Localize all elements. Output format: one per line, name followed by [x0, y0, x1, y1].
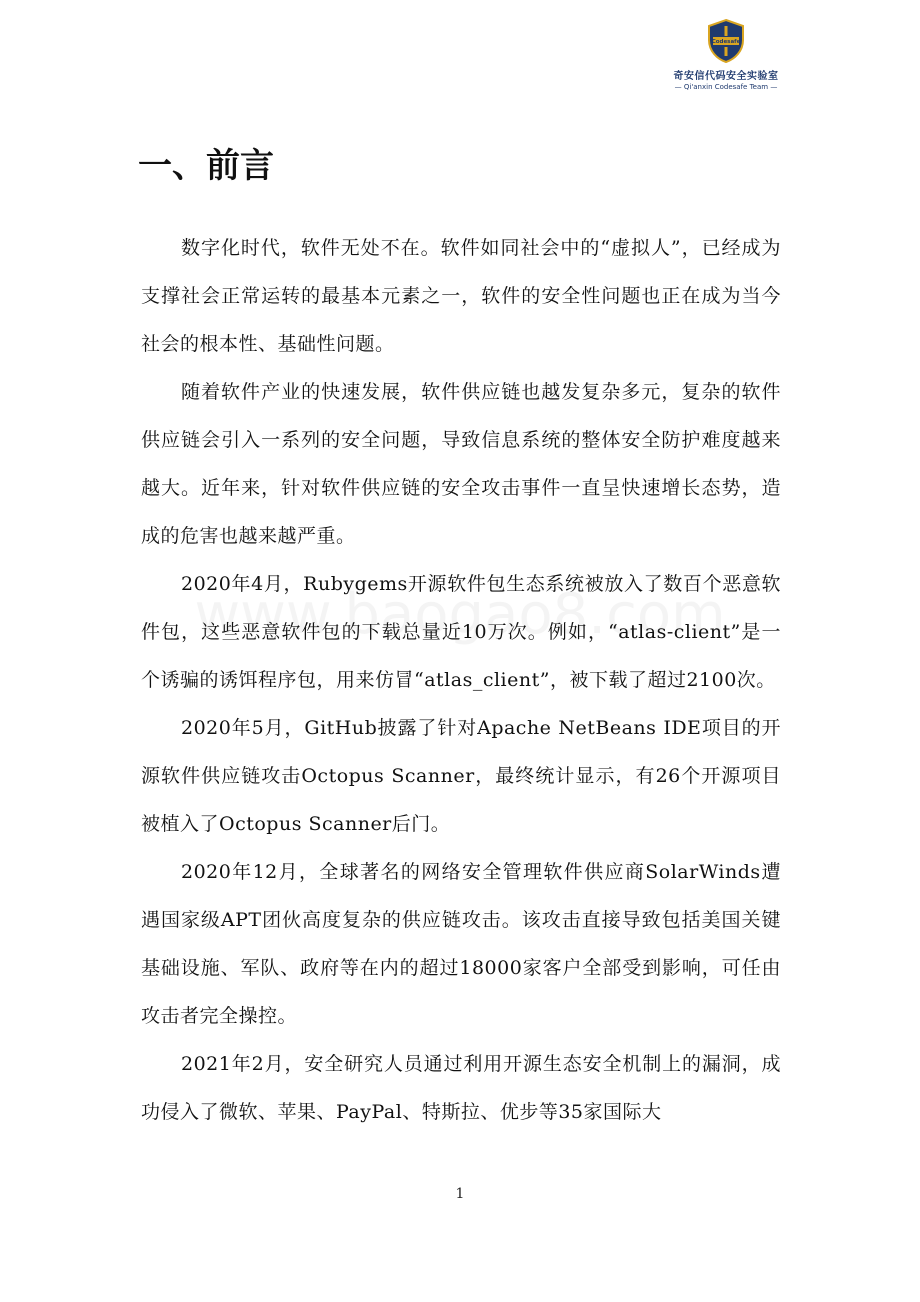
page-number: 1 [455, 1186, 465, 1202]
logo-badge-text: Codesafe [711, 39, 741, 45]
section-heading: 一、前言 [138, 146, 274, 186]
paragraph: 2020年12月，全球著名的网络安全管理软件供应商SolarWinds遭遇国家级APT团伙高度复杂的供应链攻击。该攻击直接导致包括美国关键基础设施、军队、政府等在内的超过18000家客户全部受到影响，可任由攻击者完全操控。 [141, 861, 781, 1027]
paragraph: 数字化时代，软件无处不在。软件如同社会中的“虚拟人”，已经成为支撑社会正常运转的最基本元素之一，软件的安全性问题也正在成为当今社会的根本性、基础性问题。 [141, 237, 781, 355]
shield-icon [706, 18, 746, 64]
body-text [141, 224, 781, 1136]
paragraph: 2020年5月，GitHub披露了针对Apache NetBeans IDE项目的开源软件供应链攻击Octopus Scanner，最终统计显示，有26个开源项目被植入了Octopus Scanner后门。 [141, 717, 781, 835]
paragraph: 2021年2月，安全研究人员通过利用开源生态安全机制上的漏洞，成功侵入了微软、苹果、PayPal、特斯拉、优步等35家国际大 [141, 1053, 781, 1123]
paragraph: 2020年4月，Rubygems开源软件包生态系统被放入了数百个恶意软件包，这些恶意软件包的下载总量近10万次。例如，“atlas-client”是一个诱骗的诱饵程序包，用来仿冒“atlas_client”，被下载了超过2100次。 [141, 573, 781, 691]
logo-subtitle: — Qi'anxin Codesafe Team — [674, 83, 778, 91]
logo-title: 奇安信代码安全实验室 [673, 71, 779, 82]
paragraph: 随着软件产业的快速发展，软件供应链也越发复杂多元，复杂的软件供应链会引入一系列的安全问题，导致信息系统的整体安全防护难度越来越大。近年来，针对软件供应链的安全攻击事件一直呈快速增长态势，造成的危害也越来越严重。 [141, 381, 781, 547]
codesafe-logo [662, 18, 790, 91]
